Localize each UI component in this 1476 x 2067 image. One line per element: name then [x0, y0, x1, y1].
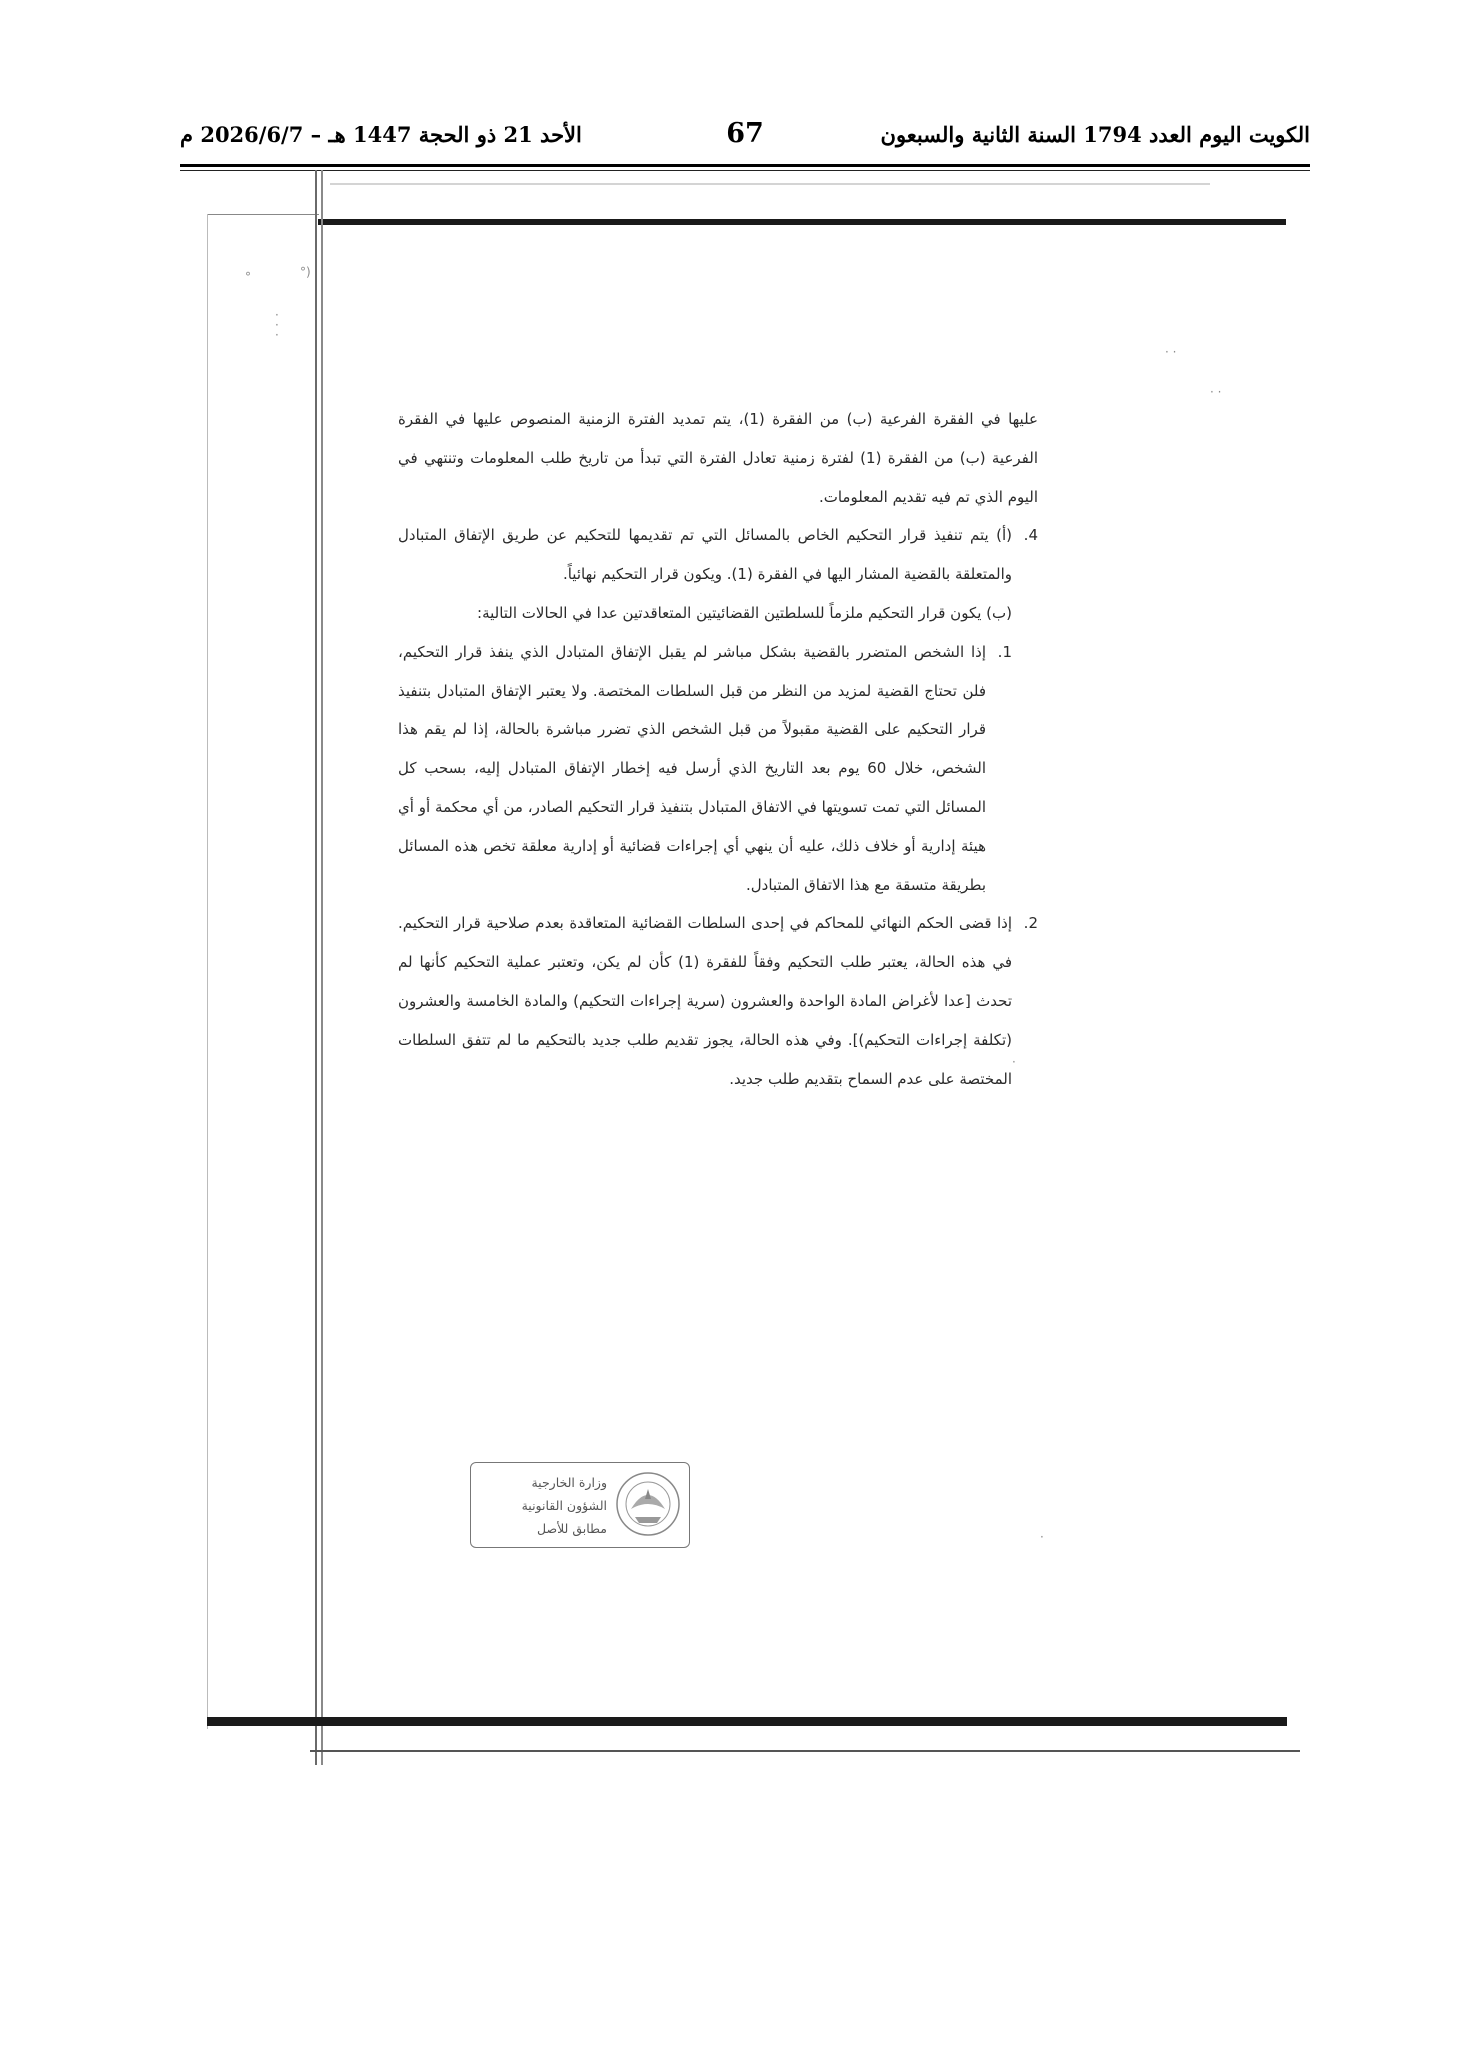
page-number: 67	[726, 118, 764, 149]
ministry-stamp	[470, 1462, 690, 1548]
scan-shadow-line	[330, 183, 1210, 185]
header-rule-thin	[180, 170, 1310, 171]
scan-speck: ·	[1012, 1055, 1016, 1069]
issue-date: الأحد 21 ذو الحجة 1447 هـ – 2026/6/7 م	[180, 122, 582, 147]
scan-speck: °	[245, 270, 251, 284]
page-header	[180, 118, 1310, 158]
item-4	[398, 516, 1038, 594]
case-1	[398, 633, 1038, 905]
scan-speck: °)	[300, 265, 311, 279]
intro-paragraph: عليها في الفقرة الفرعية (ب) من الفقرة (1)، يتم تمديد الفترة الزمنية المنصوص عليها في الفقرة الفرعية (ب) من الفقرة (1) لفترة زمنية تعادل الفترة التي تبدأ من تاريخ طلب المعلومات وتنتهي في اليوم الذي تم فيه تقديم المعلومات.	[398, 410, 1038, 506]
scan-edge-left	[207, 214, 208, 1729]
scan-edge-top-left	[207, 214, 319, 215]
document-body	[398, 400, 1038, 1098]
scan-speck: · ·	[1165, 345, 1177, 359]
scan-rule-bottom	[310, 1750, 1300, 1752]
item-4-number: 4.	[1023, 526, 1038, 545]
case-1-text: إذا الشخص المتضرر بالقضية بشكل مباشر لم يقبل الإتفاق المتبادل الذي ينفذ قرار التحكيم، فلن تحتاج القضية لمزيد من النظر من قبل السلطات المختصة. ولا يعتبر الإتفاق المتبادل بتنفيذ قرار التحكيم على القضية مقبولاً من قبل الشخص الذي تضرر مباشرة بالحالة، إذا لم يقم هذا الشخص، خلال 60 يوم بعد التاريخ الذي أرسل فيه إخطار الإتفاق المتبادل إليه، بسحب كل المسائل التي تمت تسويتها في الاتفاق المتبادل بتنفيذ قرار التحكيم الصادر، من أي محكمة أو أي هيئة إدارية أو خلاف ذلك، عليه أن ينهي أي إجراءات قضائية أو إدارية معلقة تخص هذه المسائل بطريقة متسقة مع هذا الاتفاق المتبادل.	[398, 642, 986, 894]
case-2	[398, 904, 1038, 1098]
binding-line-1	[315, 170, 317, 1765]
stamp-line-1: وزارة الخارجية	[531, 1475, 607, 1490]
scan-border-top	[318, 219, 1286, 225]
item-4-a: (أ) يتم تنفيذ قرار التحكيم الخاص بالمسائل التي تم تقديمها للتحكيم عن طريق الإتفاق المتبادل والمتعلقة بالقضية المشار اليها في الفقرة (1). ويكون قرار التحكيم نهائياً.	[398, 526, 1012, 584]
item-4-b: (ب) يكون قرار التحكيم ملزماً للسلطتين القضائيتين المتعاقدتين عدا في الحالات التالية:	[477, 603, 1012, 622]
stamp-text	[477, 1471, 607, 1540]
scan-border-bottom	[207, 1717, 1287, 1726]
case-2-text: إذا قضى الحكم النهائي للمحاكم في إحدى السلطات القضائية المتعاقدة بعدم صلاحية قرار التحكيم. في هذه الحالة، يعتبر طلب التحكيم وفقاً للفقرة (1) كأن لم يكن، وتعتبر عملية التحكيم كأنها لم تحدث [عدا لأغراض المادة الواحدة والعشرون (سرية إجراءات التحكيم) والمادة الخامسة والعشرون (تكلفة إجراءات التحكيم)]. وفي هذه الحالة، يجوز تقديم طلب جديد بالتحكيم ما لم تتفق السلطات المختصة على عدم السماح بتقديم طلب جديد.	[398, 914, 1012, 1088]
binding-line-2	[321, 170, 323, 1765]
gazette-issue: الكويت اليوم العدد 1794 السنة الثانية والسبعون	[880, 122, 1310, 147]
scan-speck: · ·	[1210, 385, 1222, 399]
state-emblem-icon	[613, 1469, 683, 1539]
header-rule-thick	[180, 164, 1310, 167]
stamp-line-3: مطابق للأصل	[537, 1521, 607, 1536]
stamp-line-2: الشؤون القانونية	[521, 1498, 607, 1513]
case-2-number: 2.	[1023, 914, 1038, 933]
case-1-number: 1.	[997, 642, 1012, 661]
scan-speck: ·	[1040, 1530, 1044, 1544]
scan-speck: · · ·	[275, 308, 279, 342]
